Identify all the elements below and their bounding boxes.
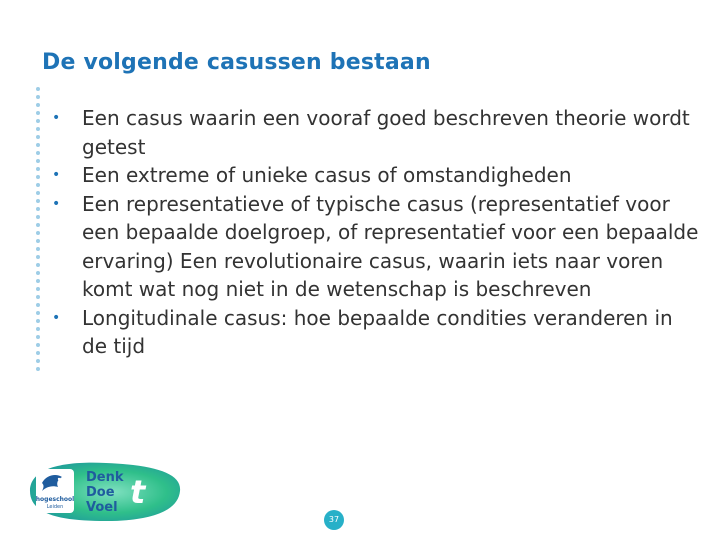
logo-word-voel: Voel [86, 500, 118, 515]
bullet-item [52, 304, 702, 361]
bullet-text: Een representatieve of typische casus (representatief voor een bepaalde doelgroep, of representatief voor een bepaalde ervaring) Een revolutionaire casus, waarin iets naar voren komt wat nog niet in de wetenschap is beschreven [82, 191, 699, 301]
bullet-marker: • [52, 110, 61, 126]
logo-letter-t: t [130, 473, 146, 511]
bullet-item [52, 161, 702, 190]
bullet-text: Een extreme of unieke casus of omstandigheden [82, 163, 572, 187]
decorative-dotted-line [35, 86, 41, 376]
logo-word-doe: Doe [86, 485, 115, 500]
logo-word-denk: Denk [86, 470, 124, 485]
school-name-line2: Leiden [46, 504, 64, 510]
denk-doe-voel-logo [26, 457, 186, 525]
bullet-marker: • [52, 167, 61, 183]
school-name-line1: hogeschool [35, 496, 75, 503]
bullet-text: Een casus waarin een vooraf goed beschreven theorie wordt getest [82, 106, 690, 159]
bullet-item [52, 190, 702, 304]
bullet-item [52, 104, 702, 161]
bullet-marker: • [52, 309, 61, 326]
bullet-list [52, 104, 702, 361]
page-number-badge: 37 [324, 510, 344, 530]
slide-title: De volgende casussen bestaan [42, 50, 431, 75]
bullet-marker: • [52, 195, 61, 212]
bullet-text: Longitudinale casus: hoe bepaalde condities veranderen in de tijd [82, 305, 673, 358]
